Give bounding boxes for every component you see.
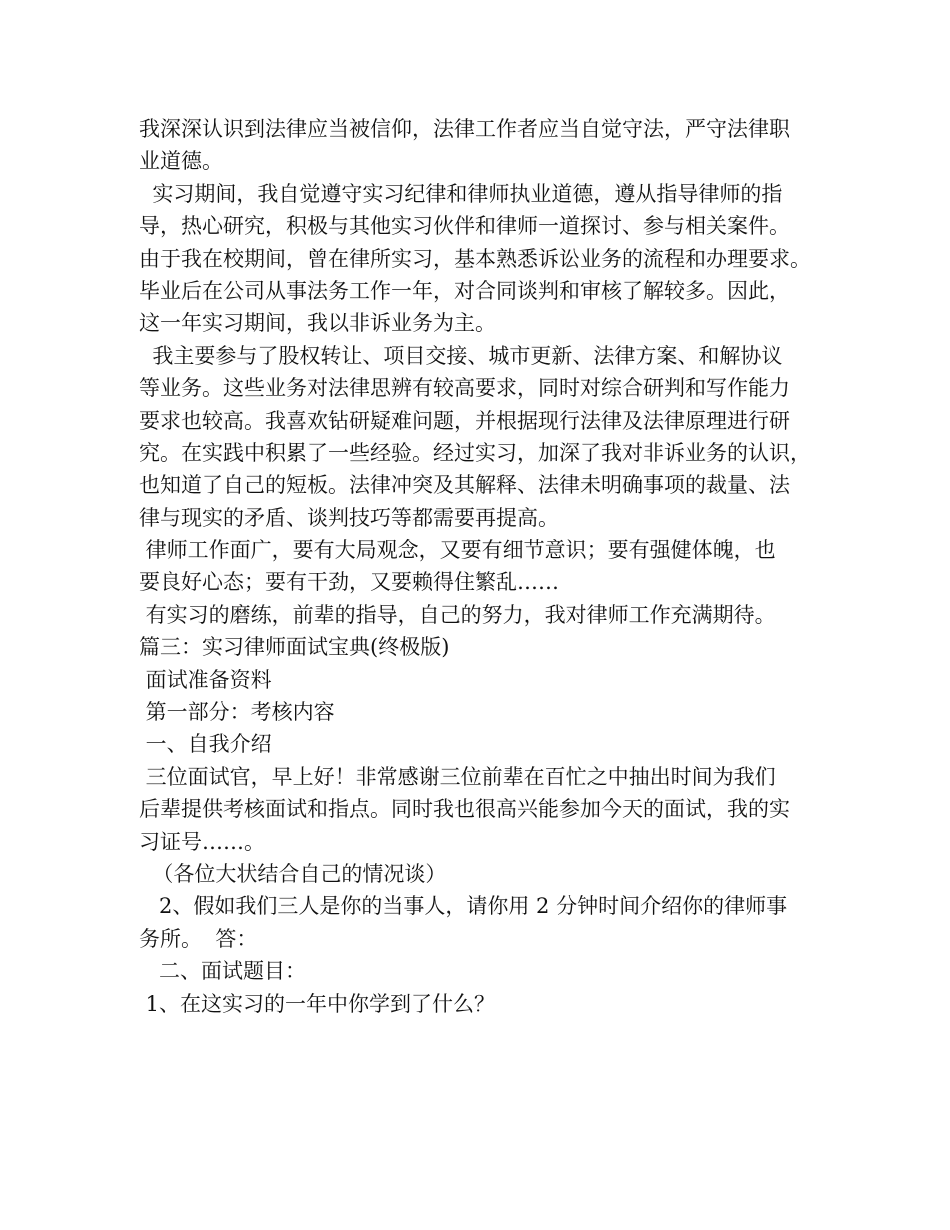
section-heading: 篇三：实习律师面试宝典(终极版) [139,635,450,660]
text-line: 等业务。这些业务对法律思辨有较高要求，同时对综合研判和写作能力 [139,376,790,401]
text-line: 有实习的磨练，前辈的指导，自己的努力，我对律师工作充满期待。 [139,602,776,627]
text-line: 后辈提供考核面试和指点。同时我也很高兴能参加今天的面试，我的实 [139,797,790,822]
text-line: 律与现实的矛盾、谈判技巧等都需要再提高。 [139,505,559,530]
text-line: 由于我在校期间，曾在律所实习，基本熟悉诉讼业务的流程和办理要求。 [139,246,811,271]
text-line: 毕业后在公司从事法务工作一年，对合同谈判和审核了解较多。因此， [139,278,790,303]
text-line: 一、自我介绍 [139,732,272,757]
text-line: 务所。 答： [139,926,258,951]
text-line: 面试准备资料 [139,667,272,692]
document-body [139,113,829,1020]
text-line: 要求也较高。我喜欢钻研疑难问题，并根据现行法律及法律原理进行研 [139,408,790,433]
text-line: 我主要参与了股权转让、项目交接、城市更新、法律方案、和解协议 [139,343,783,368]
text-line: 业道德。 [139,149,223,174]
text-line: 要良好心态；要有干劲，又要赖得住繁乱…… [139,570,559,595]
text-line: 二、面试题目： [139,959,307,984]
text-line: 1、在这实习的一年中你学到了什么？ [139,991,496,1016]
text-line: 律师工作面广，要有大局观念，又要有细节意识；要有强健体魄，也 [139,538,776,563]
text-line: 第一部分：考核内容 [139,700,335,725]
text-line: 也知道了自己的短板。法律冲突及其解释、法律未明确事项的裁量、法 [139,473,790,498]
text-line: 导，热心研究，积极与其他实习伙伴和律师一道探讨、参与相关案件。 [139,214,790,239]
text-line: 实习期间，我自觉遵守实习纪律和律师执业道德，遵从指导律师的指 [139,181,783,206]
text-line: 我深深认识到法律应当被信仰，法律工作者应当自觉守法，严守法律职 [139,117,790,141]
text-line: 这一年实习期间，我以非诉业务为主。 [139,311,496,336]
text-line: （各位大状结合自己的情况谈） [139,861,447,886]
text-line: 习证号……。 [139,829,265,854]
text-line: 究。在实践中积累了一些经验。经过实习，加深了我对非诉业务的认识， [139,440,811,465]
text-line: 2、假如我们三人是你的当事人，请你用 2 分钟时间介绍你的律师事 [139,894,788,919]
text-line: 三位面试官，早上好！非常感谢三位前辈在百忙之中抽出时间为我们 [139,764,776,789]
